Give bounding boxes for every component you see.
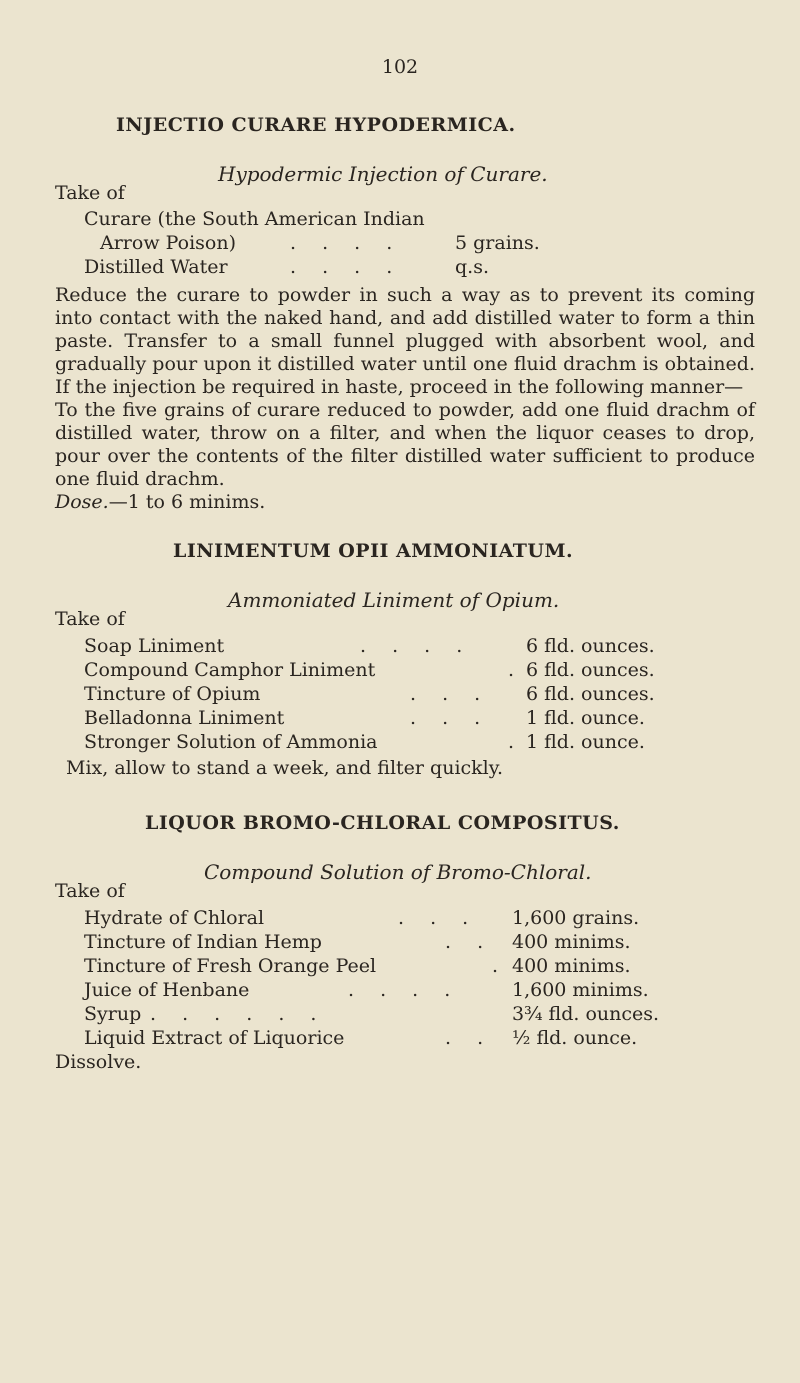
opium-title: LINIMENTUM OPII AMMONIATUM. (173, 540, 574, 562)
curare-subtitle: Hypodermic Injection of Curare. (218, 162, 548, 186)
bromo-ingredient-dots: . . . . (348, 979, 461, 1001)
curare-dose (55, 491, 755, 514)
bromo-ingredient-name: Tincture of Indian Hemp (84, 931, 322, 953)
curare-ingredient-1-qty: 5 grains. (455, 232, 540, 254)
curare-ingredient-2-dots: . . . . (290, 256, 403, 278)
opium-ingredient-name: Tincture of Opium (84, 683, 261, 705)
curare-ingredient-1-dots: . . . . (290, 232, 403, 254)
page-number: 102 (381, 56, 419, 78)
opium-take-of: Take of (55, 608, 125, 630)
opium-ingredient-dots: . . . . (360, 635, 473, 657)
bromo-ingredient-name: Juice of Henbane (84, 979, 250, 1001)
curare-ingredient-2-qty: q.s. (455, 256, 489, 278)
curare-para-2: To the five grains of curare reduced to powder, add one fluid drachm of distilled water, throw on a filter, and when the liquor ceases to drop, pour over the contents of the filter distilled water sufficient to produce one fluid drachm. (55, 399, 755, 490)
opium-ingredient-name: Compound Camphor Liniment (84, 659, 376, 681)
curare-dose-text: —1 to 6 minims. (108, 491, 266, 513)
bromo-ingredient-name: Syrup (84, 1003, 142, 1025)
bromo-ingredient-dots: . . . (398, 907, 479, 929)
curare-take-of: Take of (55, 182, 125, 204)
bromo-method: Dissolve. (55, 1051, 142, 1073)
curare-dose-label: Dose. (55, 491, 109, 513)
opium-ingredient-dots: . (508, 731, 525, 753)
bromo-title: LIQUOR BROMO-CHLORAL COMPOSITUS. (145, 812, 620, 834)
opium-ingredient-qty: 6 fld. ounces. (526, 683, 655, 705)
bromo-ingredient-dots: . . . . . . (150, 1003, 327, 1025)
opium-method: Mix, allow to stand a week, and filter quickly. (66, 757, 503, 779)
bromo-ingredient-qty: 1,600 minims. (512, 979, 649, 1001)
bromo-take-of: Take of (55, 880, 125, 902)
curare-ingredient-1-line-2: Arrow Poison) (100, 232, 236, 254)
bromo-ingredient-dots: . . (445, 1027, 494, 1049)
bromo-ingredient-qty: 400 minims. (512, 931, 631, 953)
opium-ingredient-qty: 1 fld. ounce. (526, 707, 645, 729)
bromo-ingredient-name: Tincture of Fresh Orange Peel (84, 955, 377, 977)
bromo-subtitle: Compound Solution of Bromo-Chloral. (204, 860, 592, 884)
curare-title: INJECTIO CURARE HYPODERMICA. (116, 114, 516, 136)
bromo-ingredient-dots: . . (445, 931, 494, 953)
opium-ingredient-name: Belladonna Liniment (84, 707, 285, 729)
opium-ingredient-dots: . . . (410, 683, 491, 705)
bromo-ingredient-qty: 3¾ fld. ounces. (512, 1003, 660, 1025)
opium-ingredient-qty: 1 fld. ounce. (526, 731, 645, 753)
bromo-ingredient-qty: 1,600 grains. (512, 907, 640, 929)
curare-ingredient-1-line-1: Curare (the South American Indian (84, 208, 425, 230)
opium-ingredient-name: Soap Liniment (84, 635, 225, 657)
curare-para-1: Reduce the curare to powder in such a way as to prevent its coming into contact with the naked hand, and add distilled water to form a thin paste. Transfer to a small funnel plugged with absorbent wool, and gradually pour upon it distilled water until one fluid drachm is obtained. If the injection be required in haste, proceed in the following manner— (55, 284, 755, 398)
bromo-ingredient-qty: ½ fld. ounce. (512, 1027, 638, 1049)
bromo-ingredient-name: Hydrate of Chloral (84, 907, 265, 929)
curare-method (55, 284, 755, 514)
opium-ingredient-qty: 6 fld. ounces. (526, 659, 655, 681)
bromo-ingredient-qty: 400 minims. (512, 955, 631, 977)
bromo-ingredient-name: Liquid Extract of Liquorice (84, 1027, 345, 1049)
curare-ingredient-2: Distilled Water (84, 256, 228, 278)
bromo-ingredient-dots: . (492, 955, 509, 977)
opium-ingredient-qty: 6 fld. ounces. (526, 635, 655, 657)
opium-subtitle: Ammoniated Liniment of Opium. (228, 588, 560, 612)
opium-ingredient-dots: . . . (410, 707, 491, 729)
opium-ingredient-name: Stronger Solution of Ammonia (84, 731, 378, 753)
opium-ingredient-dots: . (508, 659, 525, 681)
